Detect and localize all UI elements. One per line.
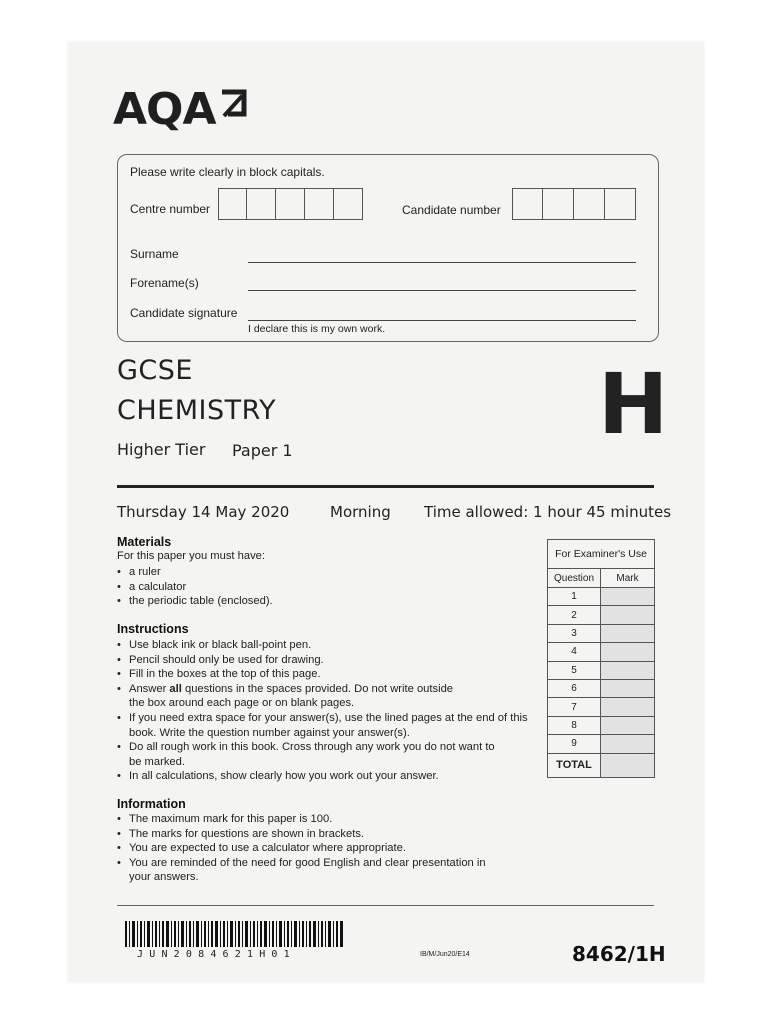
candidate-number-digit[interactable] [543, 188, 574, 220]
mark-cell [601, 588, 655, 606]
signature-label: Candidate signature [130, 306, 238, 320]
mark-cell [601, 643, 655, 661]
list-item: • a ruler [117, 565, 447, 580]
forenames-field[interactable] [248, 290, 636, 291]
list-item: • Use black ink or black ball-point pen. [117, 638, 529, 653]
question-number: 1 [548, 588, 601, 606]
paper-code: 8462/1H [572, 942, 666, 966]
paper-label: Paper 1 [232, 441, 293, 460]
centre-number-digit[interactable] [334, 188, 363, 220]
mark-cell [601, 661, 655, 679]
exam-date: Thursday 14 May 2020 [117, 503, 290, 521]
centre-number-boxes[interactable] [218, 188, 363, 220]
question-number: 5 [548, 661, 601, 679]
subject-title: CHEMISTRY [117, 395, 277, 426]
tier-label: Higher Tier [117, 440, 206, 459]
mark-cell [601, 698, 655, 716]
aqa-logo: AQA [113, 84, 216, 135]
centre-number-digit[interactable] [247, 188, 276, 220]
instructions-heading: Instructions [117, 622, 189, 636]
barcode-text: JUN2084621H01 [137, 949, 296, 960]
mark-cell [601, 735, 655, 753]
instructions-list [117, 638, 529, 784]
materials-intro: For this paper you must have: [117, 550, 265, 562]
question-column-header: Question [548, 569, 601, 588]
total-mark-cell [601, 753, 655, 777]
candidate-number-digit[interactable] [512, 188, 543, 220]
time-allowed: Time allowed: 1 hour 45 minutes [424, 503, 672, 521]
question-number: 6 [548, 679, 601, 697]
examiner-table-title: For Examiner's Use [548, 540, 655, 569]
question-number: 2 [548, 606, 601, 624]
centre-number-digit[interactable] [305, 188, 334, 220]
candidate-number-digit[interactable] [605, 188, 636, 220]
own-work-declaration: I declare this is my own work. [248, 323, 386, 335]
candidate-number-boxes[interactable] [512, 188, 636, 220]
question-number: 3 [548, 624, 601, 642]
question-number: 8 [548, 716, 601, 734]
candidate-number-digit[interactable] [574, 188, 605, 220]
list-item: • In all calculations, show clearly how you work out your answer. [117, 769, 529, 784]
centre-number-digit[interactable] [218, 188, 247, 220]
aqa-logo-mark-icon [218, 88, 248, 120]
list-item: • You are reminded of the need for good English and clear presentation in your answers. [117, 856, 497, 885]
list-item: • Fill in the boxes at the top of this page. [117, 667, 529, 682]
barcode-icon [125, 921, 343, 947]
list-item: • the periodic table (enclosed). [117, 594, 447, 609]
exam-session: Morning [330, 503, 391, 521]
total-label: TOTAL [548, 753, 601, 777]
list-item: • You are expected to use a calculator where appropriate. [117, 841, 497, 856]
list-item: • The maximum mark for this paper is 100. [117, 812, 497, 827]
list-item: • a calculator [117, 580, 447, 595]
forenames-label: Forename(s) [130, 276, 199, 290]
examiner-use-table [547, 539, 655, 778]
candidate-number-label: Candidate number [402, 203, 501, 217]
title-divider [117, 485, 654, 488]
footer-divider [117, 905, 654, 906]
list-item: • The marks for questions are shown in brackets. [117, 827, 497, 842]
information-heading: Information [117, 797, 186, 811]
list-item: • If you need extra space for your answer(s), use the lined pages at the end of this book. Write the question number against your answer(s). [117, 711, 529, 740]
information-list [117, 812, 497, 885]
list-item: • Pencil should only be used for drawing. [117, 653, 529, 668]
mark-cell [601, 716, 655, 734]
mark-cell [601, 606, 655, 624]
qualification-title: GCSE [117, 355, 193, 386]
list-item: • Do all rough work in this book. Cross through any work you do not want to be marked. [117, 740, 529, 769]
list-item: • Answer all questions in the spaces provided. Do not write outside the box around each page or on blank pages. [117, 682, 529, 711]
mark-cell [601, 624, 655, 642]
question-number: 9 [548, 735, 601, 753]
mark-cell [601, 679, 655, 697]
surname-label: Surname [130, 247, 179, 261]
materials-heading: Materials [117, 535, 172, 549]
question-number: 4 [548, 643, 601, 661]
signature-field[interactable] [248, 320, 636, 321]
paper-reference: IB/M/Jun20/E14 [420, 951, 470, 958]
mark-column-header: Mark [601, 569, 655, 588]
centre-number-label: Centre number [130, 202, 211, 216]
surname-field[interactable] [248, 262, 636, 263]
question-number: 7 [548, 698, 601, 716]
centre-number-digit[interactable] [276, 188, 305, 220]
tier-letter: H [598, 355, 669, 453]
materials-list [117, 565, 447, 609]
block-capitals-instruction: Please write clearly in block capitals. [130, 165, 325, 179]
